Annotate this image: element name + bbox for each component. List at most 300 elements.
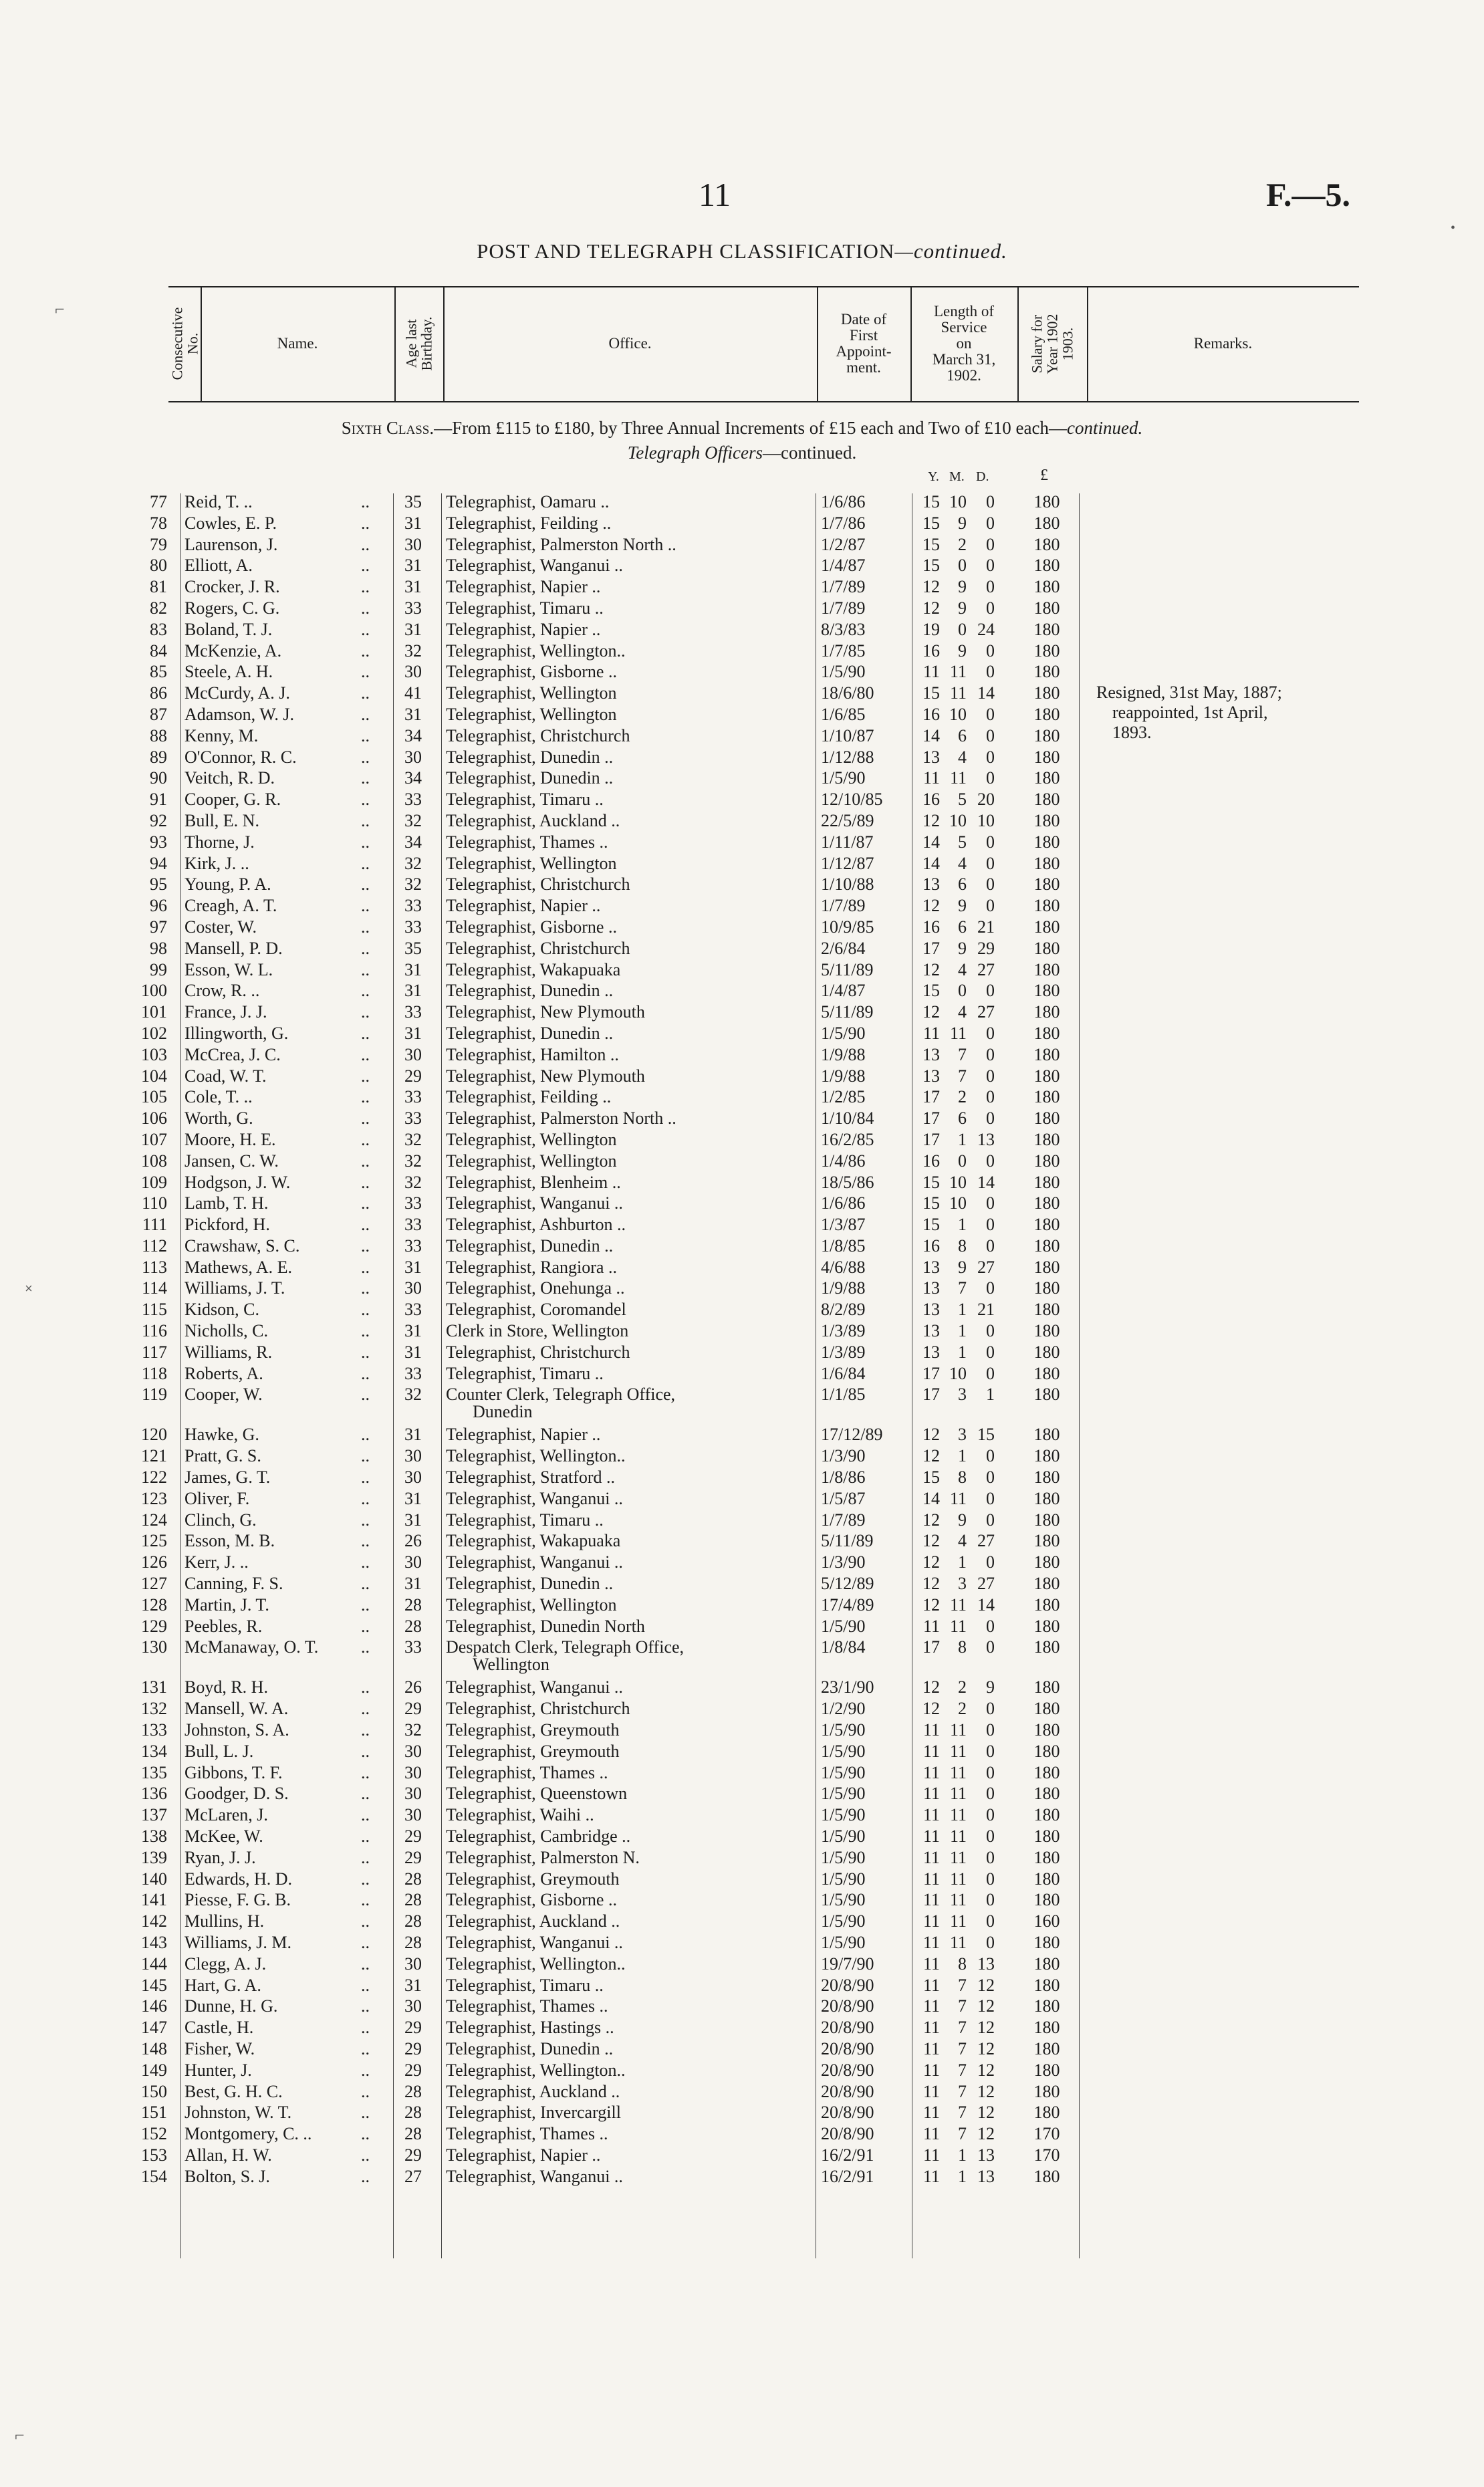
row-name: Crocker, J. R. — [184, 577, 280, 597]
row-office: Telegraphist, Ashburton .. — [446, 1215, 626, 1235]
row-name: Cooper, W. — [184, 1385, 263, 1405]
row-age: 30 — [404, 1953, 422, 1974]
row-days: 0 — [986, 725, 995, 745]
row-name: Esson, M. B. — [184, 1531, 275, 1551]
table-row — [0, 640, 1484, 662]
row-days: 0 — [986, 1108, 995, 1129]
table-row — [0, 1826, 1484, 1847]
row-age: 33 — [404, 1108, 422, 1129]
row-salary: 180 — [1033, 1278, 1060, 1298]
row-number: 124 — [141, 1510, 167, 1530]
leader-dots: .. — [361, 1151, 370, 1171]
row-months: 10 — [949, 810, 967, 830]
row-office: Telegraphist, Wellington — [446, 1151, 617, 1171]
leader-dots: .. — [361, 1933, 370, 1952]
row-office: Telegraphist, Dunedin .. — [446, 2038, 614, 2058]
row-age: 28 — [404, 1911, 422, 1931]
row-office: Telegraphist, Waihi .. — [446, 1805, 594, 1825]
row-name: Edwards, H. D. — [184, 1869, 293, 1889]
row-salary: 180 — [1033, 981, 1060, 1001]
leader-dots: .. — [361, 1342, 370, 1362]
row-age: 33 — [404, 790, 422, 810]
row-date: 8/3/83 — [821, 619, 866, 639]
row-date: 1/8/86 — [821, 1467, 866, 1488]
row-years: 17 — [922, 1637, 940, 1657]
row-name: Bolton, S. J. — [184, 2166, 270, 2186]
row-age: 27 — [404, 2166, 422, 2186]
row-months: 0 — [958, 1151, 967, 1171]
leader-dots: .. — [361, 1129, 370, 1149]
row-office: Telegraphist, Wellington.. — [446, 1446, 626, 1466]
table-row — [0, 1342, 1484, 1363]
length-header-line: on — [956, 335, 972, 352]
row-age: 29 — [404, 2145, 422, 2165]
row-salary: 180 — [1033, 1552, 1060, 1572]
row-days: 12 — [977, 1975, 995, 1995]
row-age: 30 — [404, 1278, 422, 1298]
leader-dots: .. — [361, 1616, 370, 1636]
leader-dots: .. — [361, 1257, 370, 1277]
row-days: 14 — [977, 683, 995, 703]
row-number: 137 — [141, 1805, 167, 1825]
row-office: Telegraphist, Christchurch — [446, 725, 630, 745]
row-age: 33 — [404, 1300, 422, 1320]
row-office: Telegraphist, Wanganui .. — [446, 1488, 623, 1508]
col-header-date — [817, 286, 910, 401]
row-office: Telegraphist, Timaru .. — [446, 1975, 604, 1995]
row-age: 31 — [404, 1510, 422, 1530]
row-name: Cole, T. .. — [184, 1087, 253, 1107]
leader-dots: .. — [361, 534, 370, 554]
row-office-continued: Dunedin — [473, 1402, 533, 1422]
row-office: Telegraphist, Thames .. — [446, 832, 608, 852]
row-date: 1/5/90 — [821, 1741, 866, 1761]
row-age: 33 — [404, 1087, 422, 1107]
row-salary: 180 — [1033, 1720, 1060, 1740]
row-months: 5 — [958, 790, 967, 810]
leader-dots: .. — [361, 1741, 370, 1761]
row-number: 119 — [141, 1385, 167, 1405]
row-number: 90 — [150, 768, 167, 788]
row-date: 1/5/90 — [821, 1616, 866, 1636]
row-months: 9 — [958, 513, 967, 533]
row-name: Coster, W. — [184, 917, 257, 937]
row-age: 29 — [404, 1066, 422, 1086]
row-days: 0 — [986, 1446, 995, 1466]
row-age: 30 — [404, 534, 422, 554]
row-age: 30 — [404, 1784, 422, 1804]
row-salary: 180 — [1033, 1594, 1060, 1615]
row-days: 0 — [986, 577, 995, 597]
row-office: Telegraphist, Wakapuaka — [446, 1531, 621, 1551]
row-days: 0 — [986, 1616, 995, 1636]
section-heading — [0, 418, 1484, 439]
leader-dots: .. — [361, 2166, 370, 2186]
row-years: 11 — [922, 2081, 940, 2101]
row-date: 1/2/85 — [821, 1087, 866, 1107]
row-name: Montgomery, C. .. — [184, 2124, 312, 2144]
row-salary: 180 — [1033, 1869, 1060, 1889]
row-age: 29 — [404, 1699, 422, 1719]
table-row — [0, 704, 1484, 725]
row-office: Telegraphist, Timaru .. — [446, 1363, 604, 1383]
row-office: Telegraphist, Gisborne .. — [446, 917, 617, 937]
row-number: 97 — [150, 917, 167, 937]
table-row — [0, 1235, 1484, 1257]
row-days: 0 — [986, 1869, 995, 1889]
row-office: Telegraphist, Hastings .. — [446, 2018, 614, 2038]
row-name: Best, G. H. C. — [184, 2081, 283, 2101]
row-number: 151 — [141, 2103, 167, 2123]
row-name: Elliott, A. — [184, 556, 253, 576]
row-number: 146 — [141, 1996, 167, 2016]
row-office: Telegraphist, Stratford .. — [446, 1467, 616, 1488]
margin-mark: ⌐ — [55, 300, 65, 319]
leader-dots: .. — [361, 1677, 370, 1697]
row-name: Mathews, A. E. — [184, 1257, 293, 1277]
row-months: 1 — [958, 2166, 967, 2186]
row-years: 13 — [922, 747, 940, 767]
row-age: 32 — [404, 874, 422, 895]
row-days: 0 — [986, 1488, 995, 1508]
section-subheading — [0, 443, 1484, 463]
row-name: McLaren, J. — [184, 1805, 268, 1825]
row-age: 28 — [404, 1616, 422, 1636]
length-header-line: Length of — [933, 303, 995, 320]
row-months: 9 — [958, 1257, 967, 1277]
row-years: 13 — [922, 1257, 940, 1277]
col-header-age-text: Age last Birthday. — [402, 316, 435, 371]
row-years: 11 — [922, 2145, 940, 2165]
row-date: 20/8/90 — [821, 2018, 874, 2038]
row-number: 134 — [141, 1741, 167, 1761]
row-date: 1/9/88 — [821, 1044, 866, 1064]
row-years: 12 — [922, 1002, 940, 1022]
leader-dots: .. — [361, 790, 370, 810]
row-age: 32 — [404, 1172, 422, 1192]
row-date: 1/5/87 — [821, 1488, 866, 1508]
leader-dots: .. — [361, 1574, 370, 1594]
row-salary: 180 — [1033, 1677, 1060, 1697]
leader-dots: .. — [361, 1002, 370, 1022]
row-office: Telegraphist, Palmerston North .. — [446, 1108, 676, 1129]
col-header-consecutive-text: Consecutive No. — [168, 307, 201, 380]
row-years: 13 — [922, 1300, 940, 1320]
row-days: 13 — [977, 2166, 995, 2186]
leader-dots: .. — [361, 662, 370, 682]
row-name: Kenny, M. — [184, 725, 259, 745]
row-office: Telegraphist, Christchurch — [446, 1699, 630, 1719]
row-age: 33 — [404, 1193, 422, 1213]
row-days: 0 — [986, 832, 995, 852]
row-number: 84 — [150, 640, 167, 661]
margin-mark: • — [1451, 221, 1456, 235]
row-months: 9 — [958, 640, 967, 661]
row-number: 122 — [141, 1467, 167, 1488]
row-years: 16 — [922, 1235, 940, 1256]
row-salary: 180 — [1033, 1488, 1060, 1508]
table-row — [0, 2102, 1484, 2123]
row-age: 26 — [404, 1677, 422, 1697]
table-row — [0, 534, 1484, 556]
row-age: 28 — [404, 1890, 422, 1910]
row-salary: 180 — [1033, 1300, 1060, 1320]
title-main: POST AND TELEGRAPH CLASSIFICATION — [477, 239, 895, 263]
row-date: 1/10/88 — [821, 874, 874, 895]
row-months: 10 — [949, 1172, 967, 1192]
row-months: 10 — [949, 492, 967, 511]
leader-dots: .. — [361, 2018, 370, 2038]
row-office: Telegraphist, Auckland .. — [446, 810, 620, 830]
row-number: 93 — [150, 832, 167, 852]
row-office: Telegraphist, Dunedin .. — [446, 1023, 614, 1043]
row-months: 7 — [958, 2038, 967, 2058]
row-months: 6 — [958, 725, 967, 745]
row-days: 14 — [977, 1594, 995, 1615]
row-date: 1/4/86 — [821, 1151, 866, 1171]
leader-dots: .. — [361, 2145, 370, 2165]
leader-dots: .. — [361, 853, 370, 873]
leader-dots: .. — [361, 1363, 370, 1383]
table-row — [0, 1530, 1484, 1552]
row-years: 13 — [922, 1342, 940, 1362]
row-name: Reid, T. .. — [184, 492, 253, 511]
row-years: 11 — [922, 1911, 940, 1931]
row-age: 30 — [404, 1741, 422, 1761]
row-date: 1/3/87 — [821, 1215, 866, 1235]
row-salary: 180 — [1033, 1637, 1060, 1657]
row-days: 0 — [986, 1151, 995, 1171]
row-days: 0 — [986, 1044, 995, 1064]
row-days: 0 — [986, 1510, 995, 1530]
row-office: Telegraphist, Timaru .. — [446, 790, 604, 810]
leader-dots: .. — [361, 1044, 370, 1064]
row-days: 0 — [986, 1023, 995, 1043]
row-months: 8 — [958, 1235, 967, 1256]
leader-dots: .. — [361, 1510, 370, 1530]
row-number: 106 — [141, 1108, 167, 1129]
row-office: Telegraphist, Napier .. — [446, 619, 601, 639]
row-months: 7 — [958, 2103, 967, 2123]
row-salary: 180 — [1033, 619, 1060, 639]
row-office: Telegraphist, Thames .. — [446, 1762, 608, 1782]
row-months: 11 — [949, 1933, 967, 1952]
row-age: 30 — [404, 1446, 422, 1466]
row-number: 131 — [141, 1677, 167, 1697]
row-name: Young, P. A. — [184, 874, 271, 895]
row-date: 1/7/86 — [821, 513, 866, 533]
row-office: Clerk in Store, Wellington — [446, 1321, 629, 1341]
row-months: 11 — [949, 1869, 967, 1889]
row-age: 28 — [404, 2124, 422, 2144]
row-months: 11 — [949, 1616, 967, 1636]
table-row — [0, 1320, 1484, 1342]
leader-dots: .. — [361, 556, 370, 576]
row-office: Telegraphist, Wanganui .. — [446, 1677, 623, 1697]
row-years: 13 — [922, 1044, 940, 1064]
row-years: 19 — [922, 619, 940, 639]
row-salary: 180 — [1033, 1574, 1060, 1594]
row-number: 77 — [150, 492, 167, 511]
row-office: Telegraphist, Rangiora .. — [446, 1257, 617, 1277]
row-date: 2/6/84 — [821, 938, 866, 958]
row-office: Telegraphist, Christchurch — [446, 938, 630, 958]
row-months: 11 — [949, 1847, 967, 1867]
row-office: Telegraphist, New Plymouth — [446, 1066, 645, 1086]
row-days: 0 — [986, 1762, 995, 1782]
row-name: Jansen, C. W. — [184, 1151, 279, 1171]
table-row — [0, 980, 1484, 1001]
row-age: 34 — [404, 832, 422, 852]
row-age: 31 — [404, 1342, 422, 1362]
row-months: 11 — [949, 768, 967, 788]
row-months: 1 — [958, 1129, 967, 1149]
row-date: 5/12/89 — [821, 1574, 874, 1594]
table-row — [0, 619, 1484, 640]
leader-dots: .. — [361, 1066, 370, 1086]
row-months: 7 — [958, 2081, 967, 2101]
leader-dots: .. — [361, 1552, 370, 1572]
row-name: Kerr, J. .. — [184, 1552, 249, 1572]
row-number: 128 — [141, 1594, 167, 1615]
row-age: 33 — [404, 917, 422, 937]
row-months: 9 — [958, 598, 967, 618]
row-years: 12 — [922, 1510, 940, 1530]
row-age: 30 — [404, 1996, 422, 2016]
row-salary: 180 — [1033, 1044, 1060, 1064]
row-age: 31 — [404, 619, 422, 639]
row-days: 21 — [977, 1300, 995, 1320]
row-office: Telegraphist, Wanganui .. — [446, 2166, 623, 2186]
row-years: 11 — [922, 2038, 940, 2058]
row-salary: 180 — [1033, 1890, 1060, 1910]
row-days: 0 — [986, 1087, 995, 1107]
row-age: 32 — [404, 853, 422, 873]
row-years: 14 — [922, 725, 940, 745]
row-salary: 180 — [1033, 1151, 1060, 1171]
row-office: Telegraphist, Wellington — [446, 853, 617, 873]
row-years: 11 — [922, 768, 940, 788]
row-months: 1 — [958, 1552, 967, 1572]
row-salary: 180 — [1033, 556, 1060, 576]
row-days: 10 — [977, 810, 995, 830]
row-age: 31 — [404, 959, 422, 979]
row-date: 1/10/84 — [821, 1108, 874, 1129]
row-salary: 180 — [1033, 1342, 1060, 1362]
row-months: 4 — [958, 1002, 967, 1022]
leader-dots: .. — [361, 1890, 370, 1910]
row-number: 83 — [150, 619, 167, 639]
col-header-name: Name. — [277, 335, 318, 352]
row-name: Goodger, D. S. — [184, 1784, 289, 1804]
row-months: 11 — [949, 1890, 967, 1910]
table-row — [0, 2060, 1484, 2081]
row-date: 1/4/87 — [821, 981, 866, 1001]
row-years: 16 — [922, 790, 940, 810]
table-row — [0, 789, 1484, 810]
row-months: 7 — [958, 1044, 967, 1064]
row-age: 33 — [404, 1215, 422, 1235]
row-number: 80 — [150, 556, 167, 576]
leader-dots: .. — [361, 1975, 370, 1995]
row-name: Pickford, H. — [184, 1215, 270, 1235]
row-number: 126 — [141, 1552, 167, 1572]
leader-dots: .. — [361, 1172, 370, 1192]
table-row — [0, 1762, 1484, 1784]
table-row — [0, 1023, 1484, 1044]
table-row — [0, 1193, 1484, 1214]
row-date: 1/2/87 — [821, 534, 866, 554]
leader-dots: .. — [361, 917, 370, 937]
row-months: 7 — [958, 2060, 967, 2080]
row-months: 3 — [958, 1574, 967, 1594]
table-row — [0, 661, 1484, 683]
row-name: Clinch, G. — [184, 1510, 257, 1530]
row-salary: 180 — [1033, 2018, 1060, 2038]
row-salary: 180 — [1033, 2060, 1060, 2080]
row-date: 18/6/80 — [821, 683, 874, 703]
table-row — [0, 1172, 1484, 1193]
section-class: Sixth Class. — [341, 418, 435, 438]
row-office: Telegraphist, Coromandel — [446, 1300, 626, 1320]
row-months: 10 — [949, 1363, 967, 1383]
row-number: 101 — [141, 1002, 167, 1022]
row-date: 19/7/90 — [821, 1953, 874, 1974]
row-date: 1/10/87 — [821, 725, 874, 745]
row-age: 31 — [404, 1257, 422, 1277]
row-years: 11 — [922, 1847, 940, 1867]
table-row — [0, 1783, 1484, 1804]
title-suffix: —continued. — [894, 239, 1007, 263]
table-body — [0, 491, 1484, 2187]
row-number: 138 — [141, 1826, 167, 1847]
row-name: Hart, G. A. — [184, 1975, 261, 1995]
row-number: 144 — [141, 1953, 167, 1974]
row-age: 32 — [404, 640, 422, 661]
row-age: 33 — [404, 1235, 422, 1256]
row-number: 139 — [141, 1847, 167, 1867]
leader-dots: .. — [361, 1023, 370, 1043]
row-salary: 180 — [1033, 810, 1060, 830]
leader-dots: .. — [361, 1847, 370, 1867]
table-row — [0, 1445, 1484, 1467]
row-salary: 180 — [1033, 725, 1060, 745]
row-years: 11 — [922, 1784, 940, 1804]
table-row — [0, 1066, 1484, 1087]
row-months: 7 — [958, 1975, 967, 1995]
col-header-remarks: Remarks. — [1193, 335, 1253, 352]
row-office: Telegraphist, Wellington — [446, 1129, 617, 1149]
row-office: Telegraphist, Napier .. — [446, 1425, 601, 1445]
row-name: Thorne, J. — [184, 832, 255, 852]
row-salary: 180 — [1033, 1510, 1060, 1530]
row-salary: 180 — [1033, 577, 1060, 597]
row-days: 0 — [986, 1784, 995, 1804]
row-number: 95 — [150, 874, 167, 895]
row-salary: 180 — [1033, 2166, 1060, 2186]
row-name: Oliver, F. — [184, 1488, 250, 1508]
row-salary: 180 — [1033, 1129, 1060, 1149]
row-years: 11 — [922, 1975, 940, 1995]
row-salary: 180 — [1033, 598, 1060, 618]
leader-dots: .. — [361, 640, 370, 661]
row-days: 0 — [986, 1890, 995, 1910]
leader-dots: .. — [361, 492, 370, 511]
row-date: 17/4/89 — [821, 1594, 874, 1615]
row-years: 15 — [922, 492, 940, 511]
row-salary: 180 — [1033, 1531, 1060, 1551]
row-date: 20/8/90 — [821, 1975, 874, 1995]
